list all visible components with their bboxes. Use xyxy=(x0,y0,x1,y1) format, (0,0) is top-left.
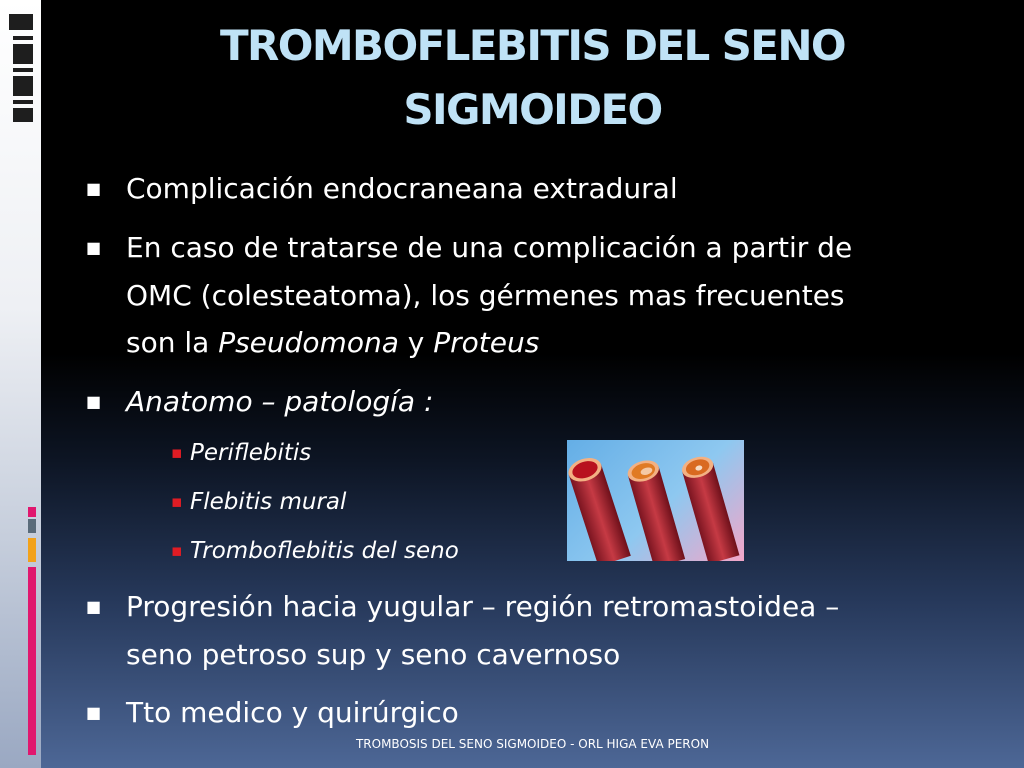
stacked-rectangles-icon xyxy=(9,14,33,122)
subbullet-marker: ▪ xyxy=(171,541,183,561)
organism-proteus: Proteus xyxy=(433,326,540,359)
bullet-organisms-line-3 xyxy=(126,319,539,367)
bullet-progression-line-1: Progresión hacia yugular – región retromastoidea – xyxy=(126,590,840,623)
accent-bar-pink-long xyxy=(28,567,36,755)
accent-bar-slate xyxy=(28,519,36,533)
bullet-organisms-line-2: OMC (colesteatoma), los gérmenes mas frecuentes xyxy=(126,279,845,312)
accent-bar-pink-top xyxy=(28,507,36,517)
slide xyxy=(41,0,1024,768)
left-decor-strip xyxy=(0,0,41,768)
bullet-complication: Complicación endocraneana extradural xyxy=(126,172,678,205)
bullet-marker: ■ xyxy=(86,179,102,198)
blood-vessel-cross-section-image xyxy=(567,440,744,561)
bullet-treatment: Tto medico y quirúrgico xyxy=(126,696,459,729)
bullet-progression-line-2: seno petroso sup y seno cavernoso xyxy=(126,638,621,671)
subbullet-marker: ▪ xyxy=(171,443,183,463)
bullet-anatomopathology: Anatomo – patología : xyxy=(126,385,434,418)
organism-pseudomona: Pseudomona xyxy=(218,326,399,359)
bullet-marker: ■ xyxy=(86,238,102,257)
subbullet-periflebitis: Periflebitis xyxy=(190,440,312,466)
organisms-conjunction: y xyxy=(398,326,434,359)
slide-title xyxy=(41,14,1024,142)
subbullet-marker: ▪ xyxy=(171,492,183,512)
bullet-marker: ■ xyxy=(86,703,102,722)
slide-footer: TROMBOSIS DEL SENO SIGMOIDEO - ORL HIGA EVA PERON xyxy=(355,737,710,751)
subbullet-flebitis-mural: Flebitis mural xyxy=(190,489,347,515)
title-line-1: TROMBOFLEBITIS DEL SENO xyxy=(219,21,846,70)
title-line-2: SIGMOIDEO xyxy=(403,85,662,134)
subbullet-tromboflebitis: Tromboflebitis del seno xyxy=(190,538,459,564)
bullet-marker: ■ xyxy=(86,392,102,411)
bullet-marker: ■ xyxy=(86,597,102,616)
organisms-prefix: son la xyxy=(126,326,219,359)
accent-bar-orange xyxy=(28,538,36,562)
bullet-organisms-line-1: En caso de tratarse de una complicación a partir de xyxy=(126,231,853,264)
